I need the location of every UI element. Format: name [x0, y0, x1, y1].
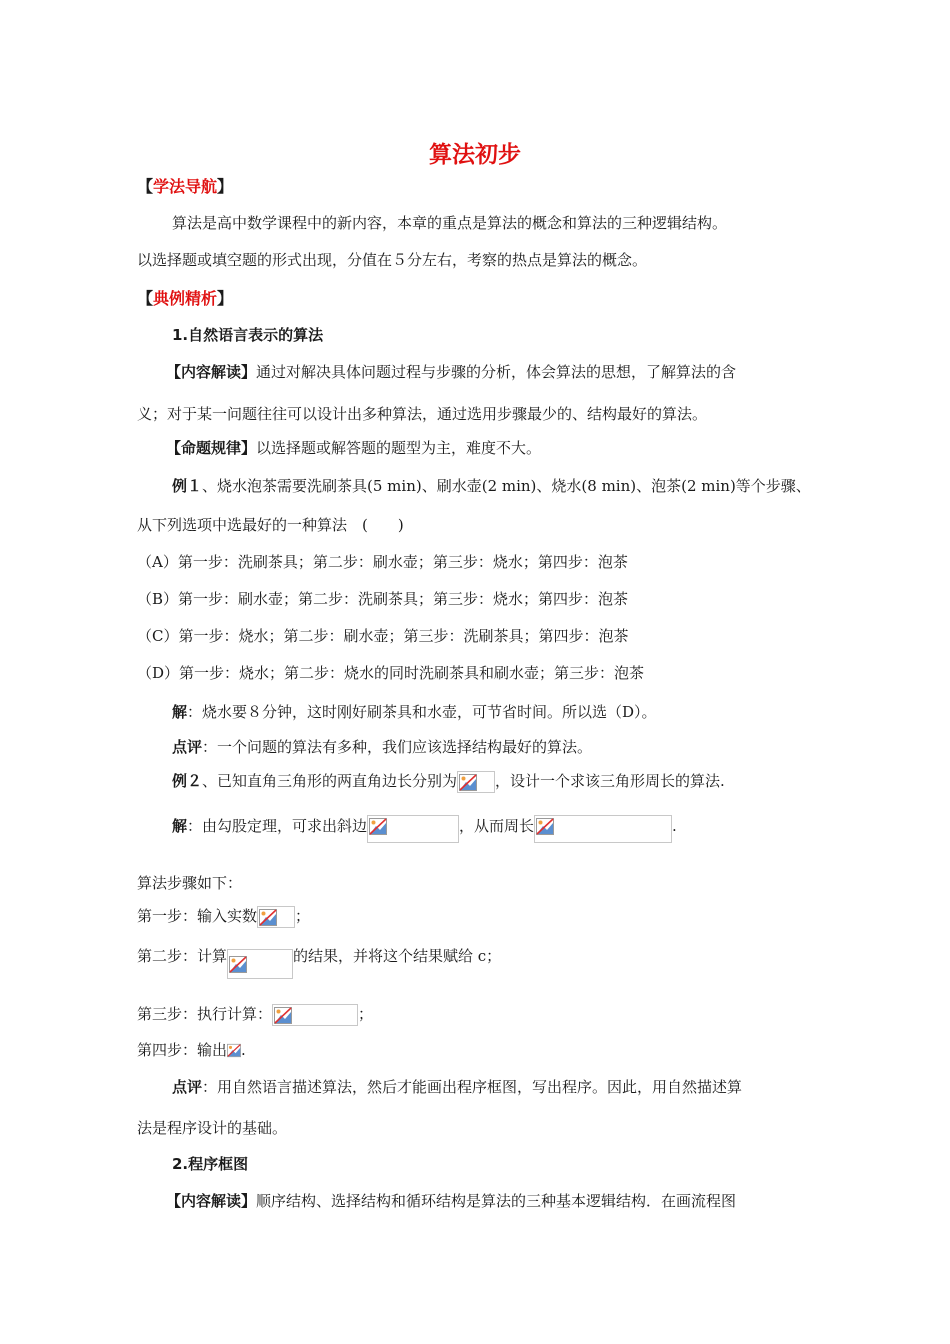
- broken-image-icon: [459, 774, 477, 791]
- step-text-cont: .: [241, 1041, 246, 1059]
- broken-image-icon: [227, 1042, 241, 1059]
- step-3: [137, 1004, 373, 1026]
- intro-paragraph-line-2: 以选择题或填空题的形式出现，分值在５分左右，考察的热点是算法的概念。: [137, 251, 648, 269]
- content-interpretation-line-1: [166, 362, 736, 382]
- example-text: 、烧水泡茶需要洗刷茶具(5 min)、刷水壶(2 min)、烧水(8 min)、泡茶(2 min)等个步骤、: [202, 477, 811, 495]
- formula-image-placeholder: [367, 815, 459, 843]
- example-1-line-2: 从下列选项中选最好的一种算法 ( ): [137, 516, 404, 534]
- example-text: 、已知直角三角形的两直角边长分别为: [202, 772, 458, 790]
- intro-paragraph-line-1: 算法是高中数学课程中的新内容，本章的重点是算法的概念和算法的三种逻辑结构。: [172, 214, 728, 232]
- content-interpretation-line-2: 义；对于某一问题往往可以设计出多种算法，通过选用步骤最少的、结构最好的算法。: [137, 405, 708, 423]
- proposition-rule: [166, 438, 541, 458]
- broken-image-icon: [274, 1007, 292, 1024]
- formula-image-placeholder: [457, 771, 495, 793]
- step-text: 第二步：计算: [137, 947, 228, 965]
- solution-text: ：烧水要８分钟，这时刚好刷茶具和水壶，可节省时间。所以选（D）。: [187, 703, 657, 721]
- bracket-open: 【: [137, 289, 154, 308]
- step-text: 第一步：输入实数: [137, 907, 258, 925]
- bracket-close: 】: [217, 177, 234, 196]
- step-text-cont: 的结果，并将这个结果赋给 c；: [293, 947, 502, 965]
- rule-text: 以选择题或解答题的题型为主，难度不大。: [256, 439, 542, 457]
- formula-image-placeholder: [227, 949, 293, 979]
- solution-text: ：由勾股定理，可求出斜边: [187, 817, 368, 835]
- broken-image-icon: [229, 956, 247, 973]
- solution-tag: 解: [172, 703, 188, 721]
- broken-image-icon: [536, 818, 554, 835]
- review-text: ：一个问题的算法有多种，我们应该选择结构最好的算法。: [202, 738, 593, 756]
- solution-text-cont: ，从而周长: [459, 817, 535, 835]
- rule-tag: 【命题规律】: [166, 439, 257, 457]
- option-b: （B）第一步：刷水壶；第二步：洗刷茶具；第三步：烧水；第四步：泡茶: [137, 590, 629, 608]
- bracket-close: 】: [217, 289, 234, 308]
- content-interpretation-2: [166, 1191, 736, 1211]
- example-text-cont: ，设计一个求该三角形周长的算法.: [495, 772, 725, 790]
- solution-tag: 解: [172, 817, 188, 835]
- step-text: 第四步：输出: [137, 1041, 228, 1059]
- content-text: 顺序结构、选择结构和循环结构是算法的三种基本逻辑结构．在画流程图: [256, 1192, 737, 1210]
- broken-image-icon: [369, 818, 387, 835]
- page-title: 算法初步: [429, 142, 521, 168]
- step-1: [137, 906, 310, 928]
- option-a: （A）第一步：洗刷茶具；第二步：刷水壶；第三步：烧水；第四步：泡茶: [137, 553, 628, 571]
- content-tag: 【内容解读】: [166, 363, 257, 381]
- section-label: 典例精析: [153, 289, 218, 308]
- formula-image-placeholder: [257, 906, 295, 928]
- review-tag: 点评: [172, 1078, 203, 1096]
- review-text: ：用自然语言描述算法，然后才能画出程序框图，写出程序。因此，用自然描述算: [202, 1078, 743, 1096]
- review-2-line-2: 法是程序设计的基础。: [137, 1119, 288, 1137]
- section-heading-study-guide: [137, 177, 233, 197]
- example-2: [172, 771, 725, 793]
- content-text: 通过对解决具体问题过程与步骤的分析，体会算法的思想，了解算法的含: [256, 363, 737, 381]
- option-d: （D）第一步：烧水；第二步：烧水的同时洗刷茶具和刷水壶；第三步：泡茶: [137, 664, 645, 682]
- step-text-cont: ；: [295, 907, 311, 925]
- bracket-open: 【: [137, 177, 154, 196]
- solution-2: [172, 813, 677, 843]
- example-1-line-1: [172, 476, 811, 496]
- formula-image-placeholder: [272, 1004, 358, 1026]
- section-heading-examples: [137, 289, 233, 309]
- broken-image-icon: [259, 909, 277, 926]
- review-2-line-1: [172, 1077, 742, 1097]
- review-1: [172, 737, 592, 757]
- example-tag: 例１: [172, 477, 203, 495]
- subsection-heading-2: 2.程序框图: [172, 1155, 249, 1173]
- steps-title: 算法步骤如下：: [137, 874, 243, 892]
- option-c: （C）第一步：烧水；第二步：刷水壶；第三步：洗刷茶具；第四步：泡茶: [137, 627, 629, 645]
- step-text-cont: ；: [358, 1005, 374, 1023]
- content-tag: 【内容解读】: [166, 1192, 257, 1210]
- step-4: [137, 1040, 246, 1062]
- step-text: 第三步：执行计算：: [137, 1005, 273, 1023]
- period: .: [672, 817, 677, 835]
- subsection-heading-1: 1.自然语言表示的算法: [172, 326, 324, 344]
- solution-1: [172, 702, 657, 722]
- formula-image-placeholder: [227, 1040, 241, 1062]
- step-2: [137, 946, 501, 979]
- section-label: 学法导航: [153, 177, 218, 196]
- example-tag: 例２: [172, 772, 203, 790]
- formula-image-placeholder: [534, 815, 672, 843]
- review-tag: 点评: [172, 738, 203, 756]
